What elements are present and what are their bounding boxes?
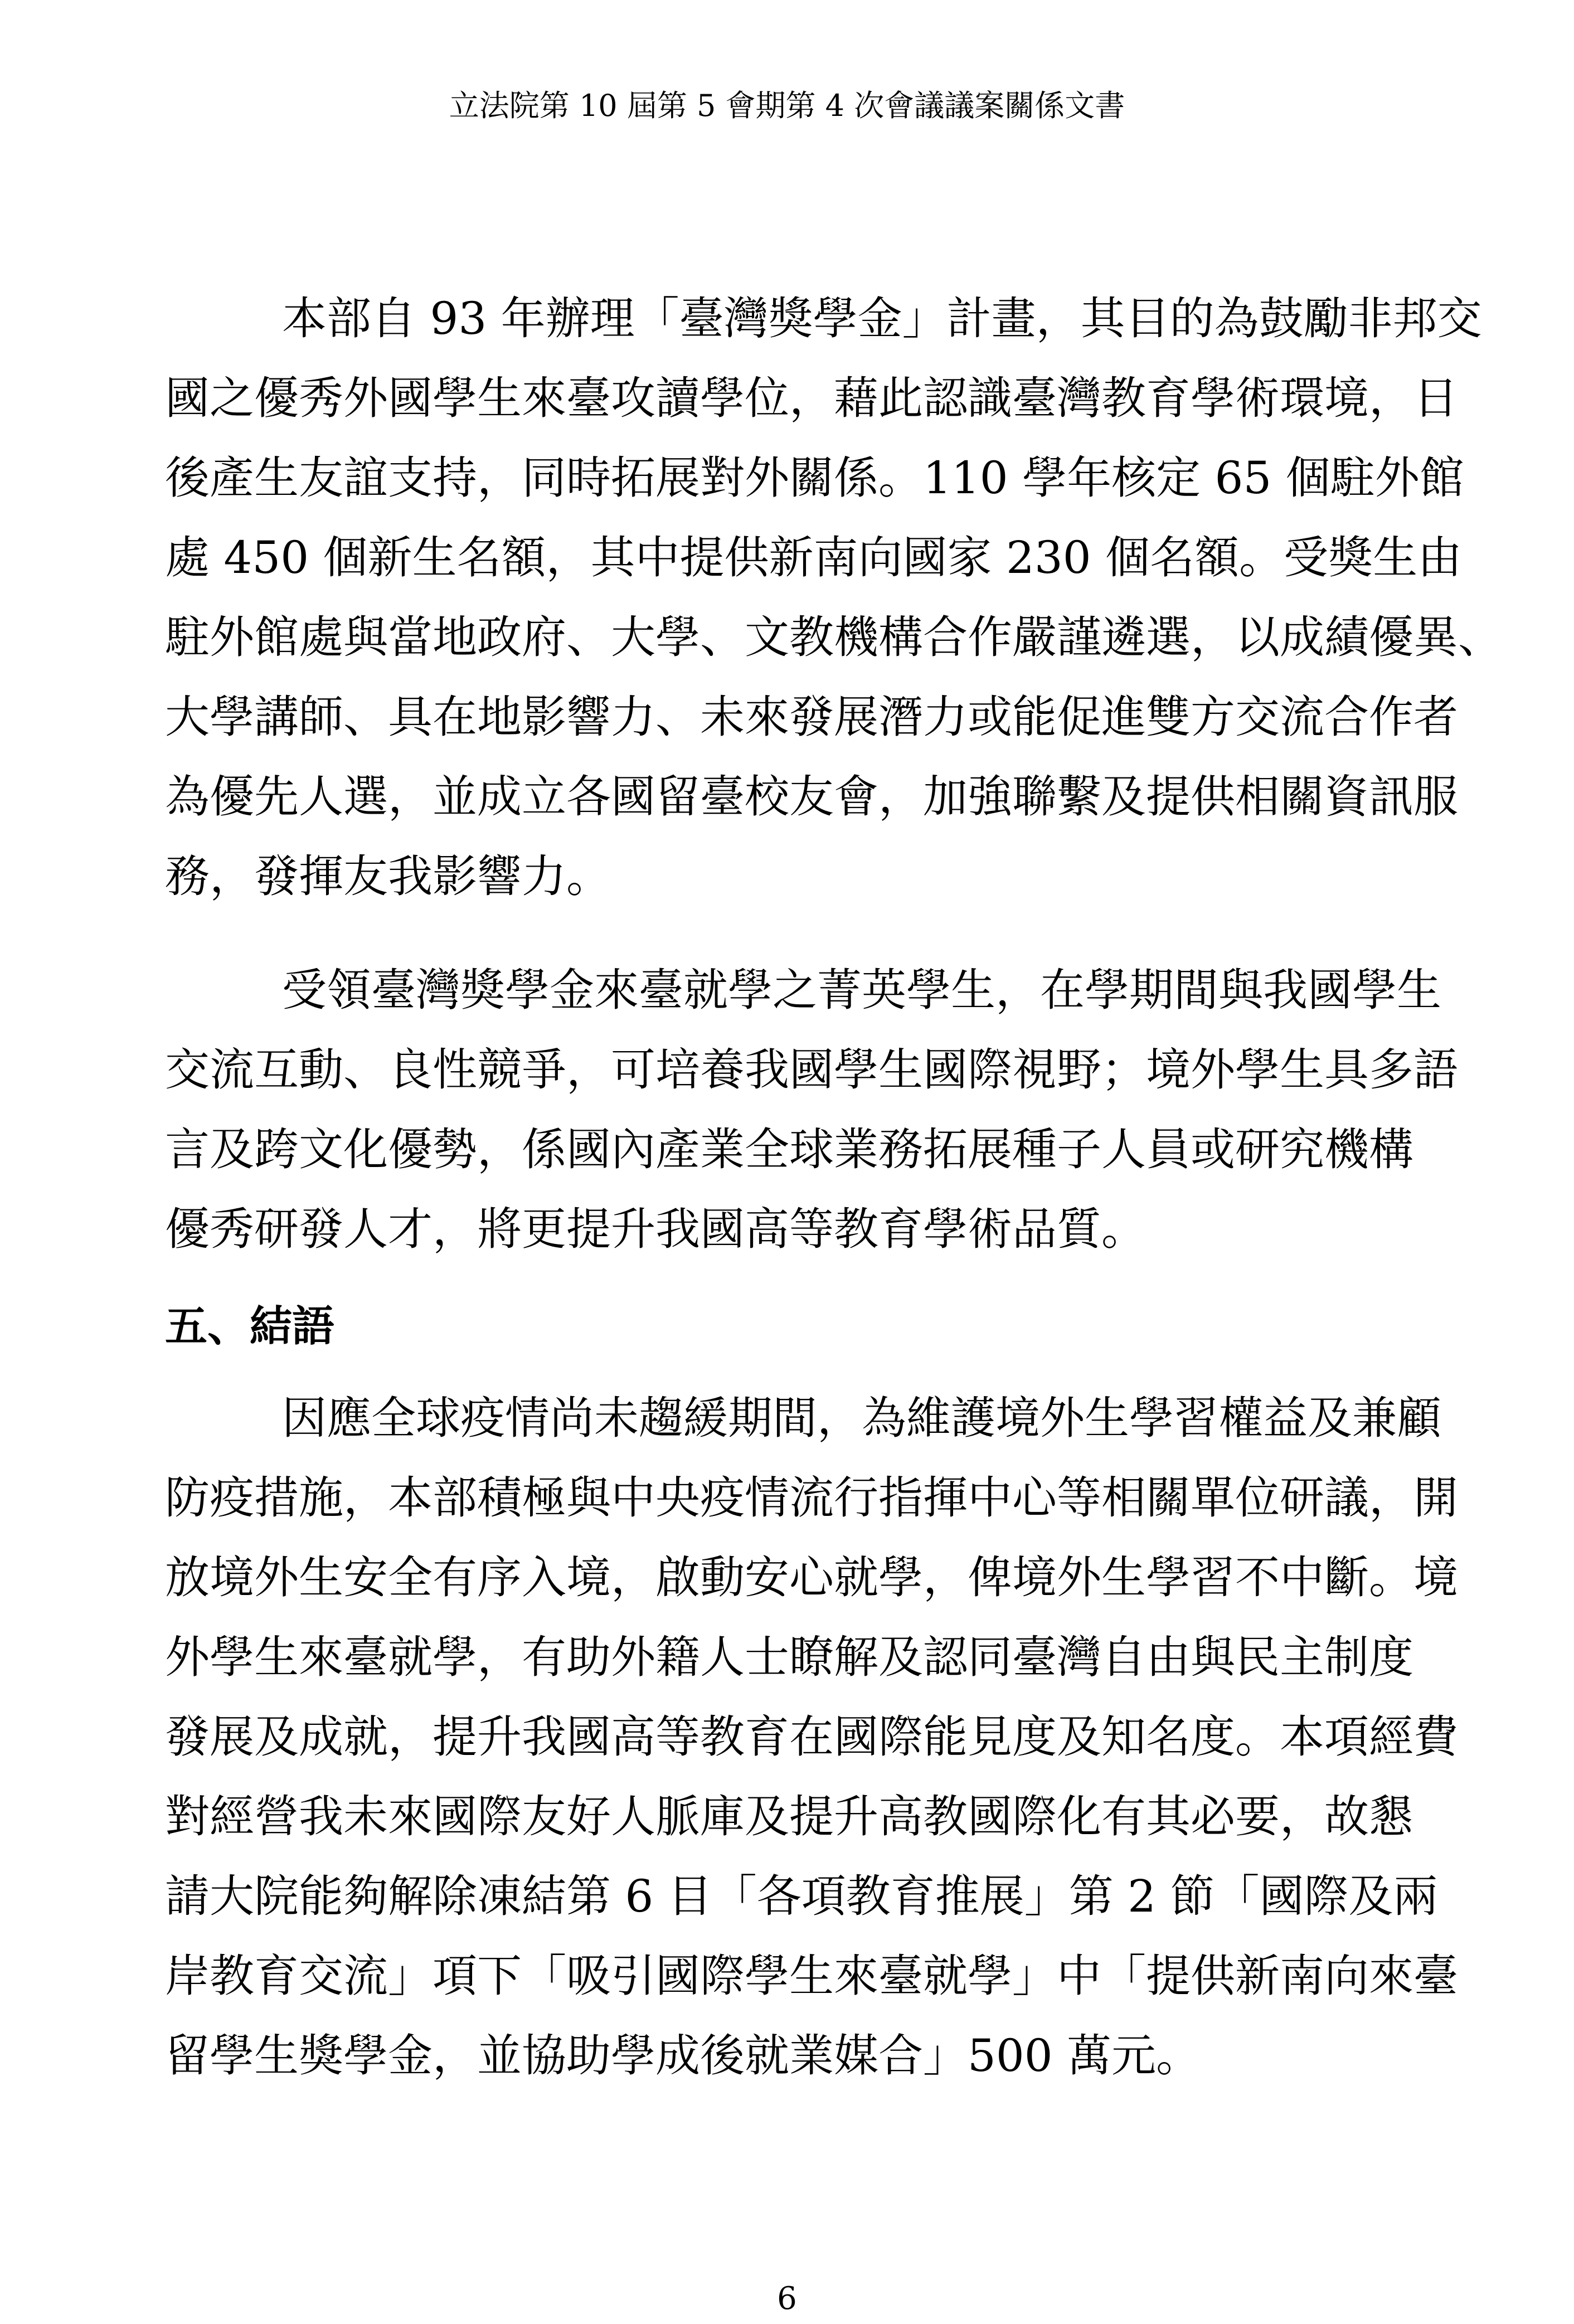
paragraph-student-benefits — [165, 950, 1458, 1269]
text-line: 後產生友誼支持，同時拓展對外關係。110 學年核定 65 個駐外館 — [165, 452, 1464, 504]
text-line: 務，發揮友我影響力。 — [165, 850, 611, 902]
text-line: 外學生來臺就學，有助外籍人士瞭解及認同臺灣自由與民主制度 — [165, 1631, 1413, 1683]
text-line: 發展及成就，提升我國高等教育在國際能見度及知名度。本項經費 — [165, 1711, 1458, 1763]
text-line: 受領臺灣獎學金來臺就學之菁英學生，在學期間與我國學生 — [282, 964, 1441, 1016]
text-line: 因應全球疫情尚未趨緩期間，為維護境外生學習權益及兼顧 — [282, 1392, 1441, 1444]
section-heading: 五、結語 — [165, 1301, 334, 1351]
paragraph-scholarship-program — [165, 279, 1503, 916]
document-header: 立法院第 10 屆第 5 會期第 4 次會議議案關係文書 — [449, 88, 1125, 123]
text-line: 防疫措施，本部積極與中央疫情流行指揮中心等相關單位研議，開 — [165, 1472, 1458, 1524]
page-number: 6 — [777, 2281, 797, 2317]
paragraph-conclusion — [165, 1378, 1458, 2096]
text-line: 留學生獎學金，並協助學成後就業媒合」500 萬元。 — [165, 2030, 1201, 2082]
text-line: 處 450 個新生名額，其中提供新南向國家 230 個名額。受獎生由 — [165, 532, 1463, 584]
text-line: 為優先人選，並成立各國留臺校友會，加強聯繫及提供相關資訊服 — [165, 771, 1458, 823]
text-line: 國之優秀外國學生來臺攻讀學位，藉此認識臺灣教育學術環境，日 — [165, 372, 1458, 424]
text-line: 本部自 93 年辦理「臺灣獎學金」計畫，其目的為鼓勵非邦交 — [282, 293, 1482, 344]
text-line: 駐外館處與當地政府、大學、文教機構合作嚴謹遴選，以成績優異、 — [165, 611, 1503, 663]
text-line: 言及跨文化優勢，係國內產業全球業務拓展種子人員或研究機構 — [165, 1124, 1413, 1175]
text-line: 大學講師、具在地影響力、未來發展潛力或能促進雙方交流合作者 — [165, 691, 1458, 743]
text-line: 對經營我未來國際友好人脈庫及提升高教國際化有其必要，故懇 — [165, 1791, 1413, 1842]
text-line: 優秀研發人才，將更提升我國高等教育學術品質。 — [165, 1203, 1146, 1255]
text-line: 放境外生安全有序入境，啟動安心就學，俾境外生學習不中斷。境 — [165, 1552, 1458, 1603]
text-line: 交流互動、良性競爭，可培養我國學生國際視野；境外學生具多語 — [165, 1044, 1458, 1096]
text-line: 岸教育交流」項下「吸引國際學生來臺就學」中「提供新南向來臺 — [165, 1950, 1458, 2002]
text-line: 請大院能夠解除凍結第 6 目「各項教育推展」第 2 節「國際及兩 — [165, 1870, 1438, 1922]
